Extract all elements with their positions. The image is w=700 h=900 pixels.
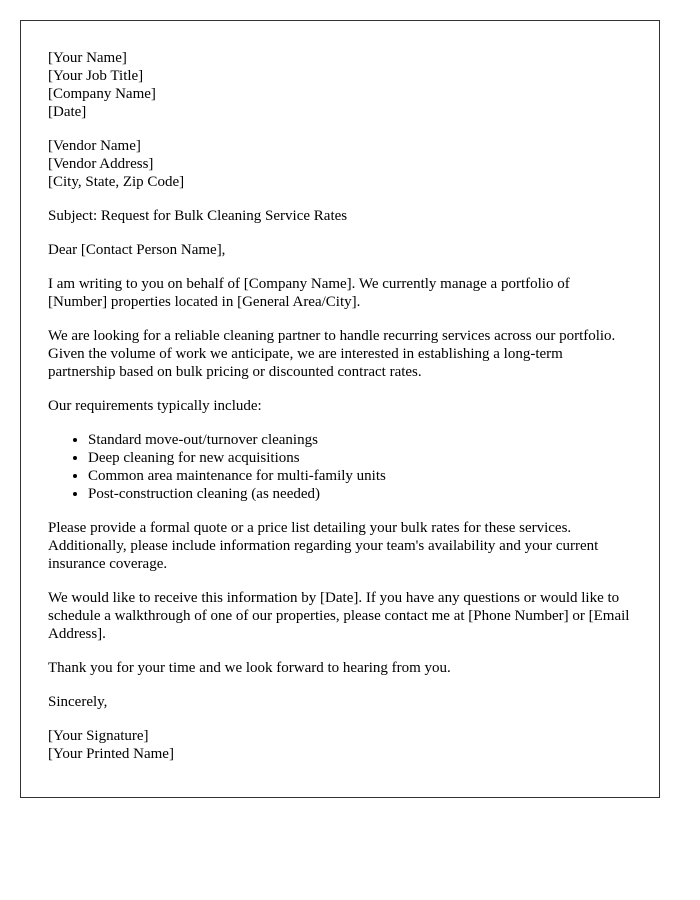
purpose-paragraph: We are looking for a reliable cleaning partner to handle recurring services across our portfolio. Given the volume of work we anticipate, we are interested in establishing a long-term partnership based on bulk pricing or discounted contract rates.: [48, 328, 616, 380]
intro-paragraph: I am writing to you on behalf of [Company Name]. We currently manage a portfolio of [Number] properties located in [General Area/City].: [48, 276, 570, 310]
vendor-city-state-zip: [City, State, Zip Code]: [48, 174, 185, 190]
sender-name: [Your Name]: [48, 50, 127, 66]
requirements-list: [48, 431, 632, 503]
letter-date: [Date]: [48, 104, 87, 120]
signature-block: [48, 727, 632, 763]
requirements-intro: Our requirements typically include:: [48, 398, 262, 414]
printed-name: [Your Printed Name]: [48, 746, 174, 762]
thanks-paragraph: Thank you for your time and we look forward to hearing from you.: [48, 660, 451, 676]
list-item: • Common area maintenance for multi-family units: [88, 467, 632, 485]
vendor-name: [Vendor Name]: [48, 138, 141, 154]
sender-block: [48, 49, 632, 121]
letter-page: [20, 20, 660, 798]
subject-line: Subject: Request for Bulk Cleaning Service Rates: [48, 208, 348, 224]
signature-line: [Your Signature]: [48, 728, 149, 744]
sender-company: [Company Name]: [48, 86, 156, 102]
salutation: Dear [Contact Person Name],: [48, 242, 226, 258]
deadline-paragraph: We would like to receive this information by [Date]. If you have any questions or would like to schedule a walkthrough of one of our properties, please contact me at [Phone Number] or [Email Address].: [48, 590, 630, 642]
sender-job-title: [Your Job Title]: [48, 68, 144, 84]
closing: Sincerely,: [48, 694, 108, 710]
list-item: • Post-construction cleaning (as needed): [88, 485, 632, 503]
list-item: • Standard move-out/turnover cleanings: [88, 431, 632, 449]
recipient-block: [48, 137, 632, 191]
request-paragraph: Please provide a formal quote or a price list detailing your bulk rates for these services. Additionally, please include information regarding your team's availability and your current insurance coverage.: [48, 520, 599, 572]
list-item: • Deep cleaning for new acquisitions: [88, 449, 632, 467]
vendor-address: [Vendor Address]: [48, 156, 154, 172]
